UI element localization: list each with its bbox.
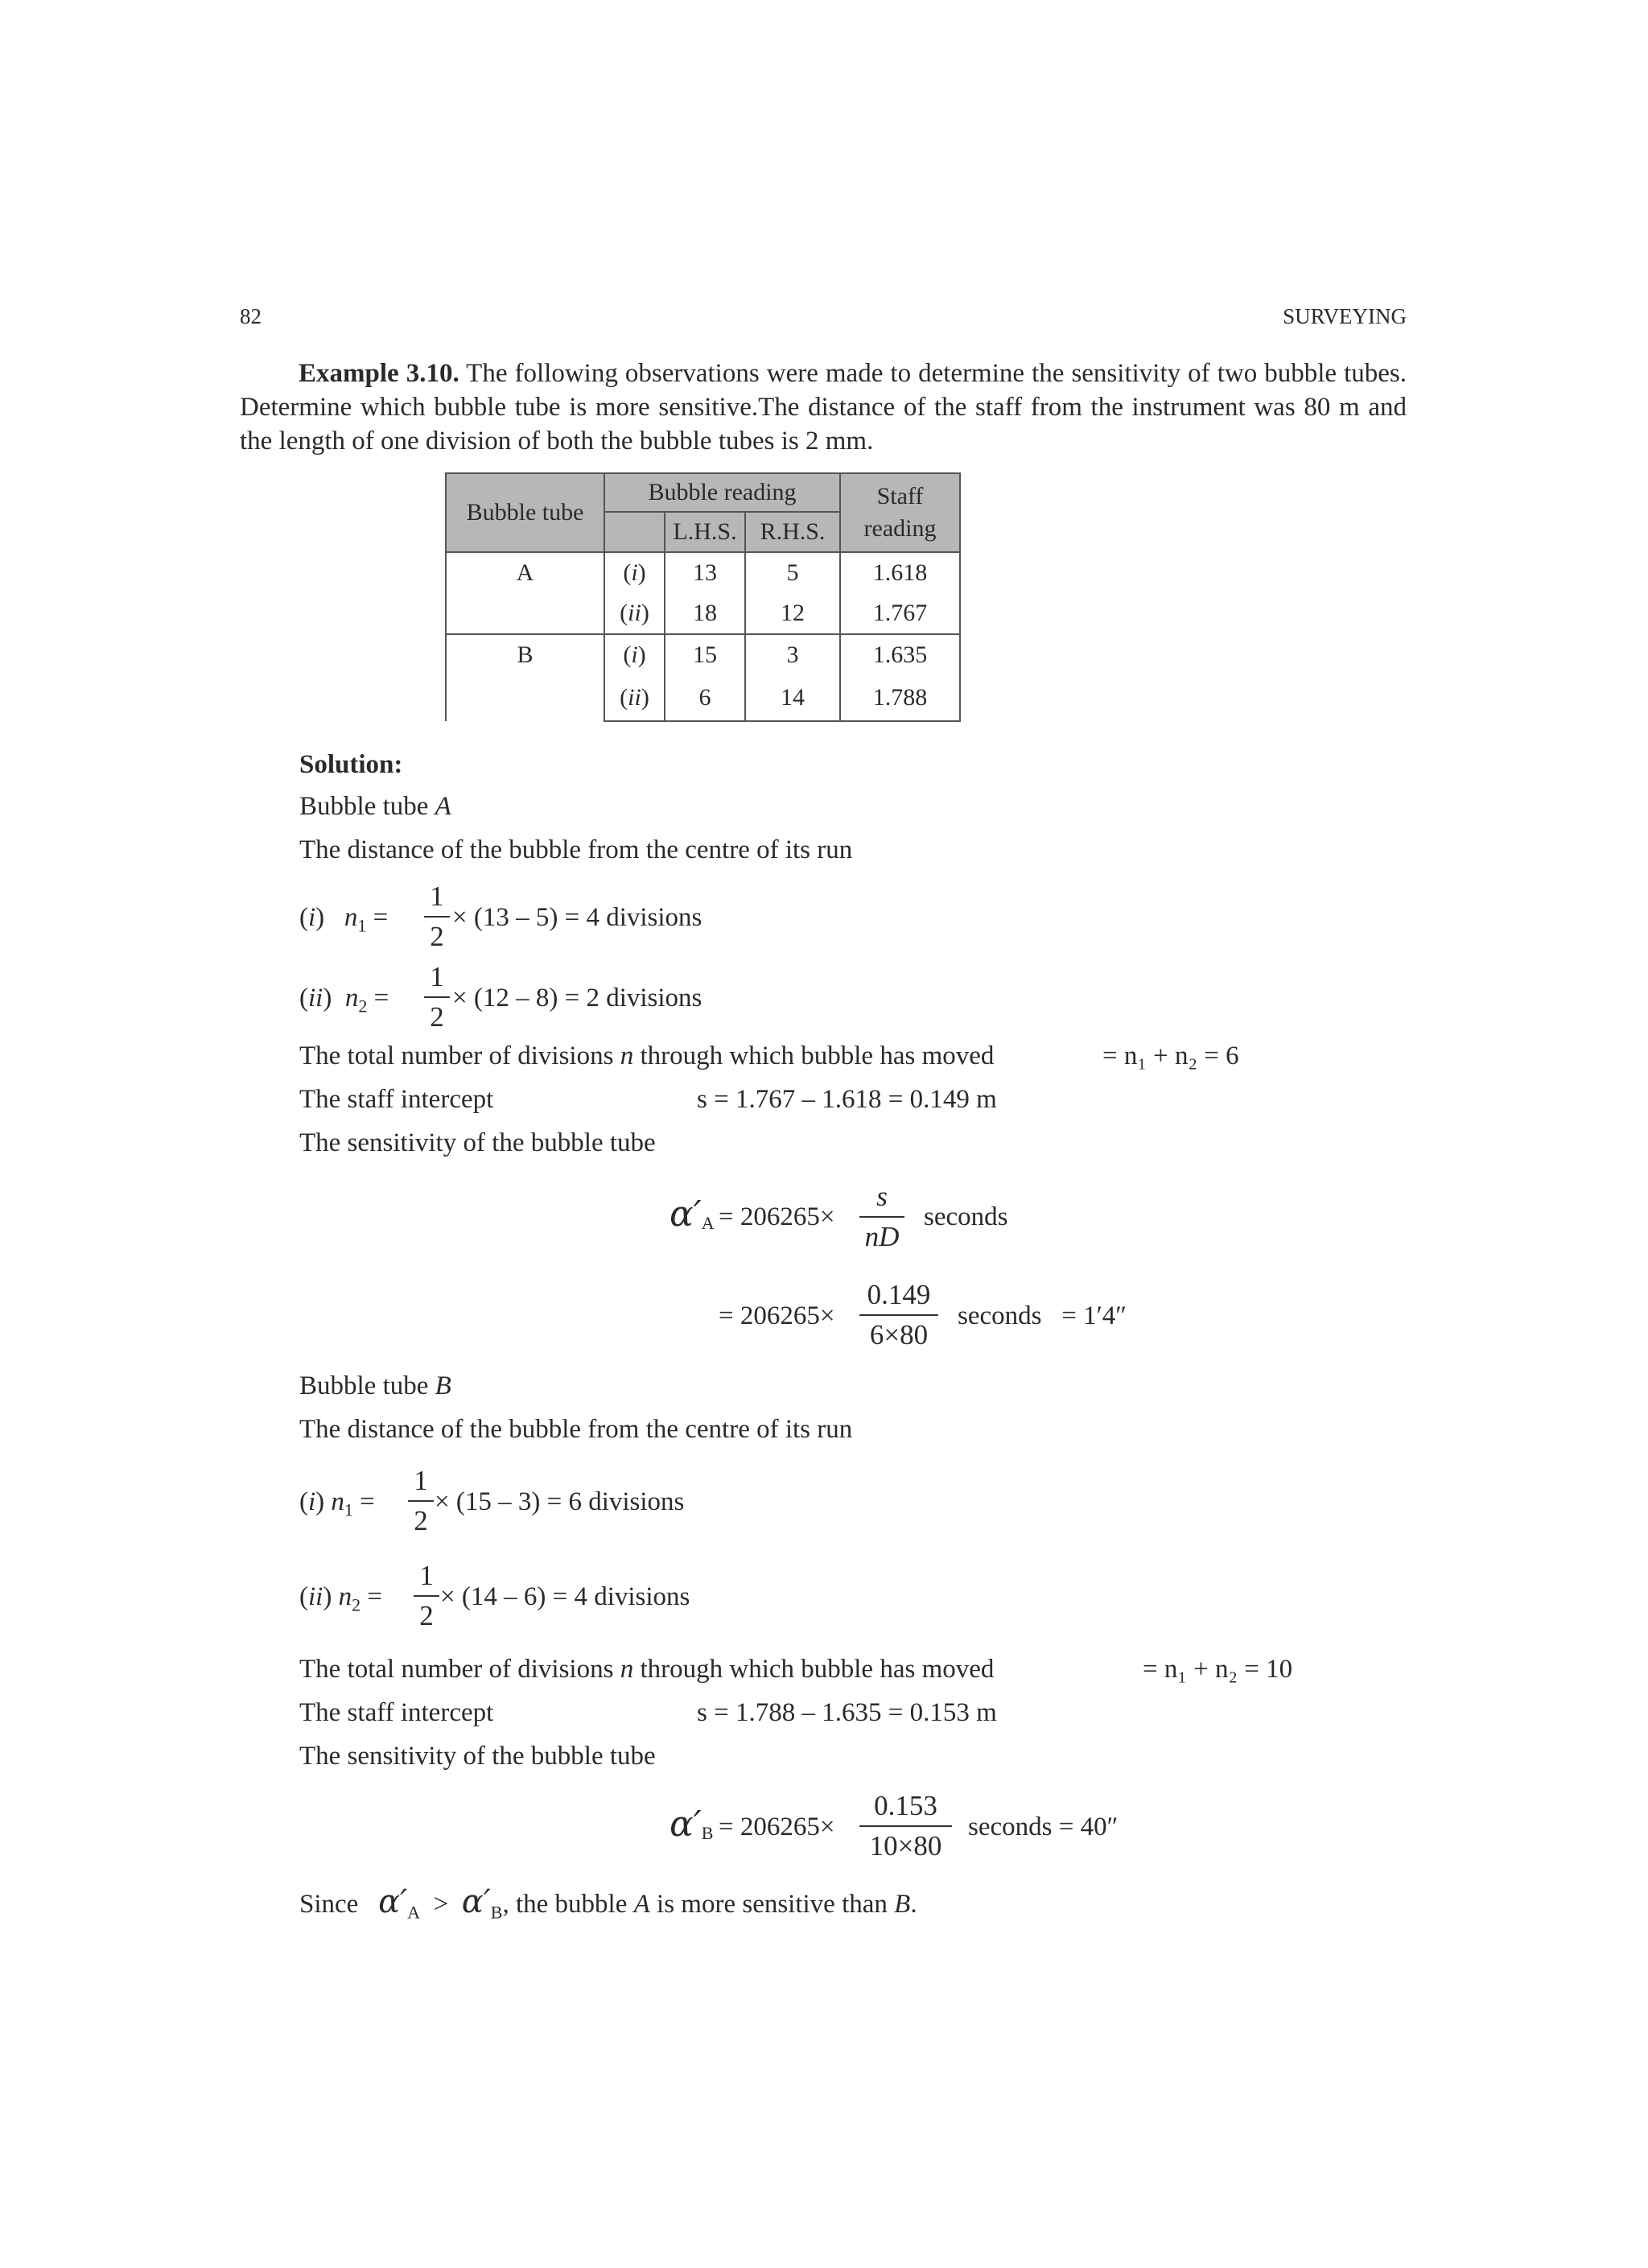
- th-obs-blank: [604, 512, 665, 552]
- table-row: (ii) 6 14 1.788: [446, 675, 960, 721]
- tube-b-staff-text: The staff intercept: [299, 1698, 494, 1727]
- tube-a-n1-label: (i) $n_1$ =: [299, 903, 389, 936]
- tube-a-n1-fraction: 1 2: [424, 880, 450, 954]
- th-rhs: R.H.S.: [745, 512, 840, 552]
- tube-b-n2-fraction: 1 2: [414, 1559, 439, 1633]
- solution-heading: Solution:: [299, 750, 403, 779]
- tube-a-n2-rest: × (12 – 8) = 2 divisions: [452, 983, 702, 1012]
- tube-a-staff-eq: s = 1.767 – 1.618 = 0.149 m: [697, 1085, 997, 1114]
- example-text: The following observations were made to determine the sensitivity of two bubble tubes. Determine which bubble tube is more sensitive.The distance of the staff from the instrument was 80 m and the length of one division of both the bubble tubes is 2 mm.: [240, 359, 1407, 456]
- tube-b-n2-label: (ii) $n_2$ =: [299, 1582, 382, 1615]
- tube-b-staff-eq: s = 1.788 – 1.635 = 0.153 m: [697, 1698, 997, 1727]
- tube-b-total-eq: = n₁ + n₂ = 10: [1143, 1655, 1293, 1684]
- eq3-suffix: seconds = 40″: [968, 1812, 1119, 1841]
- example-label: Example 3.10.: [299, 359, 459, 388]
- tube-b-n1-fraction: 1 2: [408, 1464, 434, 1538]
- alpha-a-symbol: $\alpha'_A$: [670, 1194, 715, 1235]
- tube-a-n2-label: (ii) $n_2$ =: [299, 983, 389, 1016]
- eq1-fraction: s nD: [859, 1180, 904, 1254]
- tube-a-heading: Bubble tube A: [299, 792, 451, 821]
- tube-b-n1-rest: × (15 – 3) = 6 divisions: [435, 1487, 685, 1516]
- tube-a-distance-text: The distance of the bubble from the centre of its run: [299, 835, 853, 864]
- th-bubble-reading: Bubble reading: [604, 473, 840, 512]
- tube-a-total-text: The total number of divisions n through which bubble has moved: [299, 1041, 995, 1070]
- table-row: A (i) 13 5 1.618: [446, 552, 960, 593]
- eq3-fraction: 0.153 10×80: [859, 1789, 952, 1863]
- tube-a-total-eq: = n₁ + n₂ = 6: [1102, 1041, 1239, 1070]
- tube-b-sensitivity-text: The sensitivity of the bubble tube: [299, 1742, 656, 1771]
- th-bubble-tube: Bubble tube: [446, 473, 604, 552]
- tube-a-staff-text: The staff intercept: [299, 1085, 494, 1114]
- th-lhs: L.H.S.: [665, 512, 745, 552]
- tube-b-total-text: The total number of divisions n through which bubble has moved: [299, 1655, 995, 1684]
- eq2-fraction: 0.149 6×80: [859, 1278, 938, 1352]
- eq1-suffix: seconds: [924, 1202, 1008, 1231]
- table-row: B (i) 15 3 1.635: [446, 634, 960, 675]
- alpha-b-symbol: $\alpha'_B$: [670, 1804, 714, 1845]
- tube-b-n2-rest: × (14 – 6) = 4 divisions: [440, 1582, 690, 1611]
- running-title: SURVEYING: [1283, 304, 1407, 328]
- tube-b-heading: Bubble tube B: [299, 1371, 451, 1400]
- page-number: 82: [240, 304, 262, 328]
- example-paragraph: [240, 357, 1407, 458]
- eq2-prefix: = 206265×: [719, 1301, 835, 1330]
- tube-b-distance-text: The distance of the bubble from the centre of its run: [299, 1415, 853, 1444]
- conclusion: Since $\alpha'_A > \alpha'_B$, the bubble A is more sensitive than B.: [299, 1883, 917, 1923]
- th-staff-reading: Staff reading: [840, 473, 960, 552]
- tube-b-n1-label: (i) $n_1$ =: [299, 1487, 375, 1520]
- eq1-prefix: = 206265×: [719, 1202, 835, 1231]
- table-row: (ii) 18 12 1.767: [446, 593, 960, 634]
- tube-a-n2-fraction: 1 2: [424, 960, 450, 1034]
- tube-a-n1-rest: × (13 – 5) = 4 divisions: [452, 903, 702, 932]
- tube-a-sensitivity-text: The sensitivity of the bubble tube: [299, 1128, 656, 1157]
- observation-table: [445, 472, 961, 722]
- eq2-suffix: seconds = 1′4″: [958, 1301, 1127, 1330]
- eq3-prefix: = 206265×: [719, 1812, 835, 1841]
